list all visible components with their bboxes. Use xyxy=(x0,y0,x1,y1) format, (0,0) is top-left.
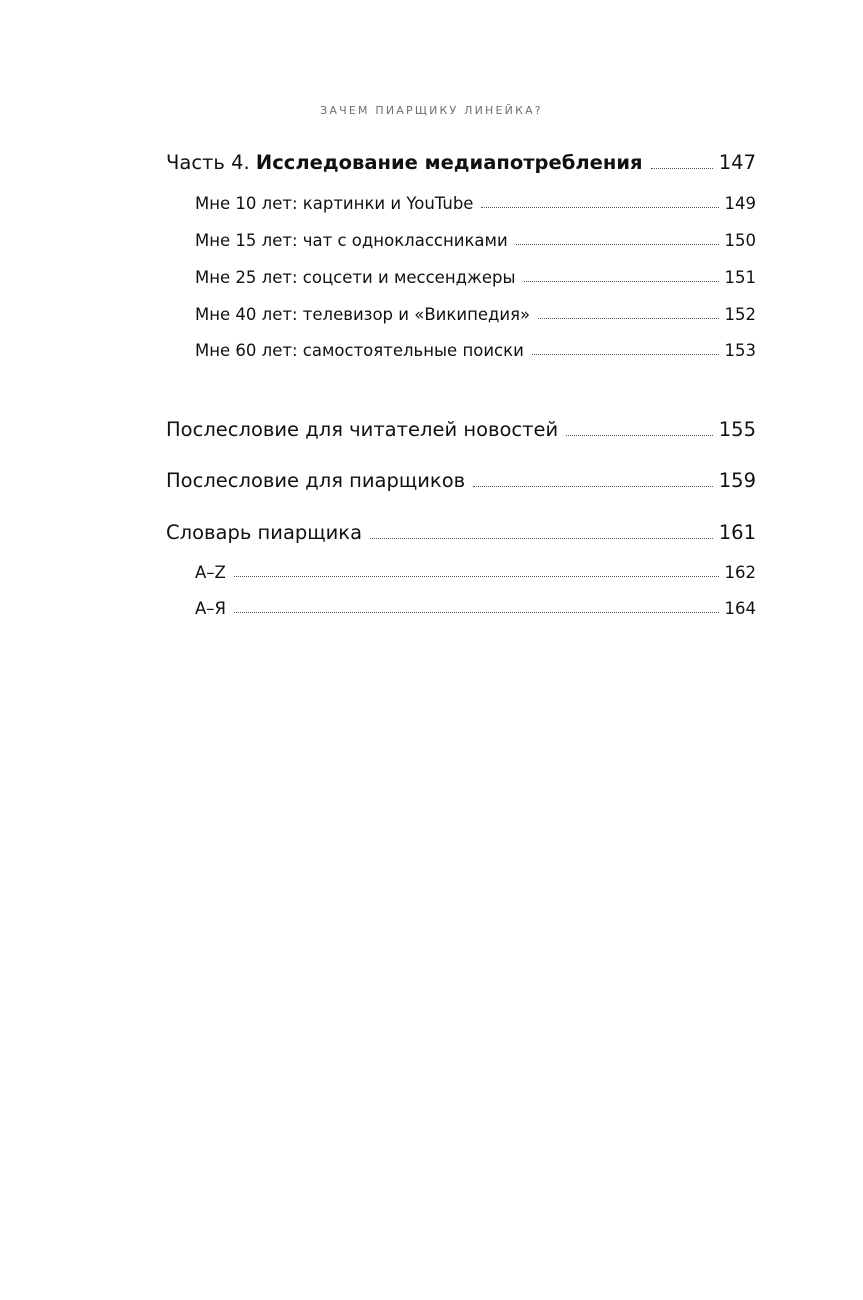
toc-entry-title: Послесловие для читателей новостей xyxy=(166,418,559,441)
page-number: 159 xyxy=(718,469,756,492)
page-number: 155 xyxy=(718,418,756,441)
dot-leader xyxy=(566,435,713,436)
toc-subentry[interactable] xyxy=(195,563,756,582)
dot-leader xyxy=(532,354,719,355)
toc-entry-title: A–Z xyxy=(195,563,226,582)
toc-subentry[interactable] xyxy=(195,341,756,360)
page-number: 153 xyxy=(724,341,756,360)
page-number: 150 xyxy=(724,231,756,250)
toc-subentry[interactable] xyxy=(195,194,756,213)
page-number: 162 xyxy=(724,563,756,582)
part-title: Исследование медиапотребления xyxy=(255,151,643,174)
toc-subentry[interactable] xyxy=(195,305,756,324)
toc-entry-title: Мне 15 лет: чат с одноклассниками xyxy=(195,231,508,250)
toc-entry-part4[interactable] xyxy=(166,151,756,174)
dot-leader xyxy=(516,244,719,245)
toc-entry-title: Мне 60 лет: самостоятельные поиски xyxy=(195,341,524,360)
dot-leader xyxy=(234,576,719,577)
dot-leader xyxy=(370,538,713,539)
dot-leader xyxy=(524,281,719,282)
page-number: 149 xyxy=(724,194,756,213)
dot-leader xyxy=(481,207,718,208)
dot-leader xyxy=(538,318,718,319)
part-prefix: Часть 4. xyxy=(166,151,250,174)
toc-entry-afterword-pr[interactable] xyxy=(166,469,756,492)
dot-leader xyxy=(651,168,713,169)
toc-entry-afterword-readers[interactable] xyxy=(166,418,756,441)
toc-entry-glossary[interactable] xyxy=(166,521,756,544)
toc-entry-title: Мне 40 лет: телевизор и «Википедия» xyxy=(195,305,531,324)
toc-entry-title: Мне 10 лет: картинки и YouTube xyxy=(195,194,474,213)
running-header: ЗАЧЕМ ПИАРЩИКУ ЛИНЕЙКА? xyxy=(320,104,543,117)
toc-subentry[interactable] xyxy=(195,231,756,250)
toc-entry-title xyxy=(166,151,643,174)
dot-leader xyxy=(234,612,718,613)
page-number: 164 xyxy=(724,599,756,618)
toc-entry-title: А–Я xyxy=(195,599,227,618)
toc-entry-title: Послесловие для пиарщиков xyxy=(166,469,466,492)
dot-leader xyxy=(473,486,713,487)
toc-subentry[interactable] xyxy=(195,268,756,287)
page-number: 147 xyxy=(718,151,756,174)
page-number: 161 xyxy=(718,521,756,544)
page-number: 151 xyxy=(724,268,756,287)
toc-subentry[interactable] xyxy=(195,599,756,618)
toc-entry-title: Словарь пиарщика xyxy=(166,521,363,544)
page-number: 152 xyxy=(724,305,756,324)
toc-entry-title: Мне 25 лет: соцсети и мессенджеры xyxy=(195,268,516,287)
